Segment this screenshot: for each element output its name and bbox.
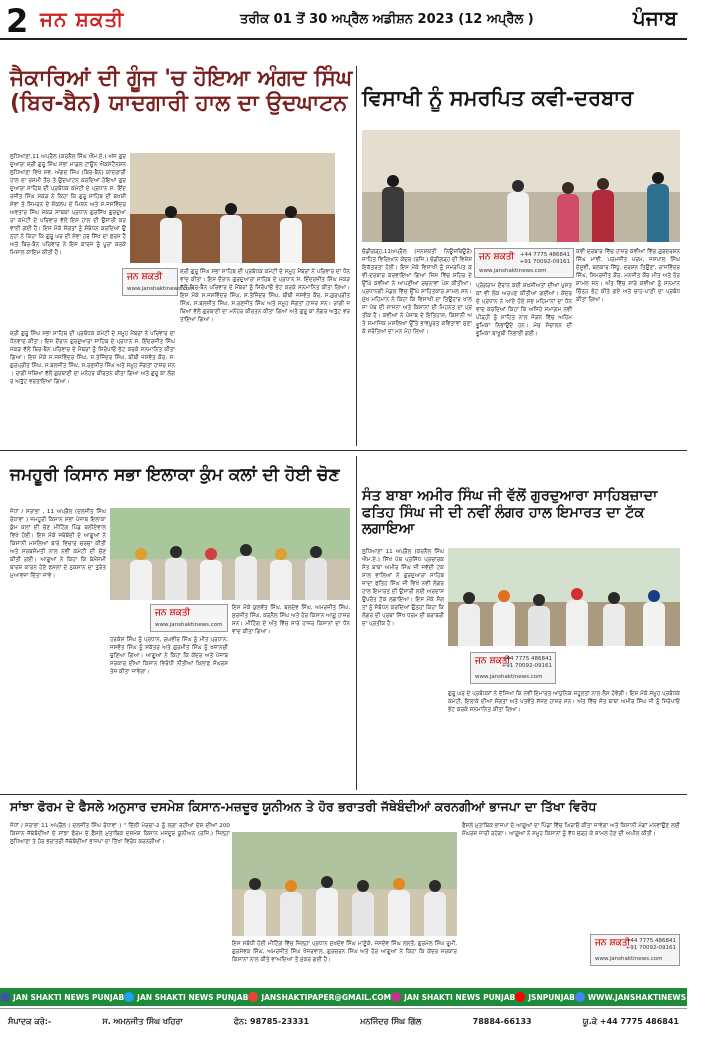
article-2-text-3: ਕਵੀ ਦਰਬਾਰ ਵਿੱਚ ਹਾਜ਼ਰ ਕਵੀਆਂ ਵਿੱਚ ਗੁਰਦਰਸ਼ਨ ਸਿੰਘ ਮਾਵੀ, ਪਰਮਜੀਤ ਪਰਮ, ਜਸਪਾਲ ਸਿੰਘ ਦੇਸੂਵੀ, ਬਲਕਾਰ ਸਿੱਧੂ, ਦਰਸ਼ਨ ਤਿਉਣਾ, ਰਾਜਵਿੰਦਰ ਸਿੰਘ, ਸਿਮਰਜੀਤ ਕੌਰ, ਮਨਜੀਤ ਕੌਰ ਮੀਤ ਅਤੇ ਹੋਰ ਸ਼ਾਮਲ ਸਨ। ਅੰਤ ਵਿੱਚ ਸਾਰੇ ਕਵੀਆਂ ਨੂੰ ਸਨਮਾਨ ਚਿੰਨ੍ਹ ਭੇਟ ਕੀਤੇ ਗਏ ਅਤੇ ਚਾਹ-ਪਾਣੀ ਦਾ ਪ੍ਰਬੰਧ ਕੀਤਾ ਗਿਆ।: [576, 249, 680, 303]
ad-box-4: [470, 652, 556, 684]
article-4-column-1: [362, 548, 444, 788]
ad-site: www.janshaktinews.com: [595, 956, 663, 962]
article-1-column-3: [10, 330, 175, 445]
article-1-text-2: ਸ਼੍ਰੀ ਗੁਰੂ ਸਿੰਘ ਸਭਾ ਸਾਹਿਬ ਦੀ ਪ੍ਰਬੰਧਕ ਕਮੇਟੀ ਦੇ ਸਮੂਹ ਮੈਂਬਰਾਂ ਨੇ ਪਰਿਵਾਰ ਦਾ ਧੰਨਵਾਦ ਕੀਤਾ। ਇਸ ਦੌਰਾਨ ਗੁਰਦੁਆਰਾ ਸਾਹਿਬ ਦੇ ਪ੍ਰਧਾਨ ਸ. ਇੰਦਰਜੀਤ ਸਿੰਘ ਮੱਕੜ ਵੱਲੋਂ ਬਿਰ-ਬੈਨ ਪਰਿਵਾਰ ਦੇ ਮੈਂਬਰਾਂ ਨੂੰ ਸਿਰੋਪਾਓ ਭੇਟ ਕਰਕੇ ਸਨਮਾਨਿਤ ਕੀਤਾ ਗਿਆ। ਇਸ ਮੌਕੇ ਸ.ਜਸਵਿੰਦਰ ਸਿੰਘ, ਸ.ਤੇਜਿੰਦਰ ਸਿੰਘ, ਬੀਬੀ ਜਸਵੰਤ ਕੌਰ, ਸ.ਗੁਰਪ੍ਰੀਤ ਸਿੰਘ, ਸ.ਬਲਜੀਤ ਸਿੰਘ, ਸ.ਰਣਜੀਤ ਸਿੰਘ ਅਤੇ ਸਮੂਹ ਸੰਗਤਾਂ ਹਾਜ਼ਰ ਸਨ। ਰਾਗੀ ਜਥਿਆਂ ਵੱਲੋਂ ਗੁਰਬਾਣੀ ਦਾ ਮਨੋਹਰ ਕੀਰਤਨ ਕੀਤਾ ਗਿਆ ਅਤੇ ਗੁਰੂ ਕਾ ਲੰਗਰ ਅਤੁੱਟ ਵਰਤਾਇਆ ਗਿਆ।: [180, 269, 350, 323]
ad-phone-2: +91 70092-09161: [501, 663, 552, 669]
ad-box-2: [474, 248, 574, 278]
ad-phone-1: +44 7775 486841: [519, 252, 570, 258]
article-4-photo: [448, 548, 680, 646]
social-label: JSNPUNJAB: [528, 992, 575, 1002]
article-2-text-1: ਚੰਡੀਗੜ੍ਹ,11ਅਪ੍ਰੈਲ (ਜਨਸ਼ਕਤੀ ਨਿਊਜ਼ਬਿਊਰੋ) ਸਾਹਿਤ ਵਿਗਿਆਨ ਕੇਂਦਰ (ਰਜਿ.) ਚੰਡੀਗੜ੍ਹ ਦੀ ਵਿਸ਼ੇਸ਼ ਇਕੱਤਰਤਾ ਹੋਈ। ਇਸ ਮੌਕੇ ਵਿਸਾਖੀ ਨੂੰ ਸਮਰਪਿਤ ਕਵੀ-ਦਰਬਾਰ ਕਰਵਾਇਆ ਗਿਆ ਜਿਸ ਵਿੱਚ ਸ਼ਹਿਰ ਦੇ ਉੱਘੇ ਕਵੀਆਂ ਨੇ ਆਪਣੀਆਂ ਰਚਨਾਵਾਂ ਪੇਸ਼ ਕੀਤੀਆਂ। ਪ੍ਰਧਾਨਗੀ ਮੰਡਲ ਵਿੱਚ ਉੱਘੇ ਸਾਹਿਤਕਾਰ ਸ਼ਾਮਲ ਸਨ। ਮੁੱਖ ਮਹਿਮਾਨ ਨੇ ਕਿਹਾ ਕਿ ਵਿਸਾਖੀ ਦਾ ਤਿਉਹਾਰ ਖਾਲਸਾ ਪੰਥ ਦੀ ਸਾਜਨਾ ਅਤੇ ਕਿਸਾਨਾਂ ਦੀ ਮਿਹਨਤ ਦਾ ਪ੍ਰਤੀਕ ਹੈ। ਕਵੀਆਂ ਨੇ ਪੰਜਾਬ ਦੇ ਇਤਿਹਾਸ, ਕਿਸਾਨੀ ਅਤੇ ਸਮਾਜਿਕ ਮਸਲਿਆਂ ਉੱਤੇ ਭਾਵਪੂਰਤ ਕਵਿਤਾਵਾਂ ਸੁਣਾ ਕੇ ਸਰੋਤਿਆਂ ਦਾ ਮਨ ਮੋਹ ਲਿਆ।: [362, 249, 472, 335]
social-website[interactable]: [575, 992, 708, 1002]
logo-text: ਜਨ ਸ਼ਕਤੀ: [40, 7, 125, 31]
edition-date: ਤਰੀਕ 01 ਤੋਂ 30 ਅਪ੍ਰੈਲ ਅਡੀਸ਼ਨ 2023 (12 ਅਪ੍ਰੈਲ ): [240, 12, 534, 27]
article-2-column-2: [476, 282, 572, 444]
facebook-icon: [0, 992, 10, 1002]
twitter-icon: [124, 992, 134, 1002]
article-2-column-3: [576, 248, 680, 444]
article-5-column-1: [10, 822, 230, 984]
page-number: 2: [6, 2, 29, 40]
social-twitter[interactable]: [124, 992, 248, 1002]
article-2-photo: [362, 130, 680, 242]
article-3-column-2: [110, 636, 228, 788]
article-4-text-2: ਗੁਰੂ ਘਰ ਦੇ ਪ੍ਰਬੰਧਕਾਂ ਨੇ ਦੱਸਿਆ ਕਿ ਨਵੀਂ ਇਮਾਰਤ ਆਧੁਨਿਕ ਸਹੂਲਤਾਂ ਨਾਲ ਲੈਸ ਹੋਵੇਗੀ। ਇਸ ਮੌਕੇ ਸਮੂਹ ਪ੍ਰਬੰਧਕ ਕਮੇਟੀ, ਇਲਾਕੇ ਦੀਆਂ ਸੰਗਤਾਂ ਅਤੇ ਪਤਵੰਤੇ ਸੱਜਣ ਹਾਜ਼ਰ ਸਨ। ਅੰਤ ਵਿੱਚ ਸੰਤ ਬਾਬਾ ਅਮੀਰ ਸਿੰਘ ਜੀ ਨੂੰ ਸਿਰੋਪਾਓ ਭੇਟ ਕਰਕੇ ਸਨਮਾਨਿਤ ਕੀਤਾ ਗਿਆ।: [448, 691, 680, 713]
ad-logo: ਜਨ ਸ਼ਕਤੀ: [475, 656, 511, 666]
article-4-column-2: [448, 690, 680, 788]
social-label: JANSHAKTIPAPER@GMAIL.COM: [261, 992, 392, 1002]
ad-box-5: [590, 934, 680, 966]
social-bar: [0, 988, 708, 1006]
article-1-headline: ਜੈਕਾਰਿਆਂ ਦੀ ਗੂੰਜ 'ਚ ਹੋਇਆ ਅੰਗਦ ਸਿੰਘ (ਬਿਰ-ਬੈਨ) ਯਾਦਗਾਰੀ ਹਾਲ ਦਾ ਉਦਘਾਟਨ: [10, 66, 353, 117]
article-3-text-1: ਜੋਧਾਂ / ਸਰਾਭਾ , 11 ਅਪ੍ਰੈਲ (ਦਲਜੀਤ ਸਿੰਘ ਰੰਧਾਵਾ ) ਜਮਹੂਰੀ ਕਿਸਾਨ ਸਭਾ ਪੰਜਾਬ ਇਲਾਕਾ ਕੁੰਮ ਕਲਾਂ ਦੀ ਚੋਣ ਮੀਟਿੰਗ ਪਿੰਡ ਬਲੀਏਵਾਲ ਵਿਖੇ ਹੋਈ। ਇਸ ਮੌਕੇ ਜਥੇਬੰਦੀ ਦੇ ਆਗੂਆਂ ਨੇ ਕਿਸਾਨੀ ਮਸਲਿਆਂ ਬਾਰੇ ਵਿਚਾਰ ਚਰਚਾ ਕੀਤੀ ਅਤੇ ਸਰਬਸੰਮਤੀ ਨਾਲ ਨਵੀਂ ਕਮੇਟੀ ਦੀ ਚੋਣ ਕੀਤੀ ਗਈ। ਆਗੂਆਂ ਨੇ ਕਿਹਾ ਕਿ ਬੇਮੌਸਮੀ ਬਾਰਸ਼ ਕਾਰਨ ਹੋਏ ਫਸਲਾਂ ਦੇ ਨੁਕਸਾਨ ਦਾ ਤੁਰੰਤ ਮੁਆਵਜ਼ਾ ਦਿੱਤਾ ਜਾਵੇ।: [10, 509, 106, 579]
instagram-icon: [391, 992, 401, 1002]
ad-logo: ਜਨ ਸ਼ਕਤੀ: [595, 938, 631, 948]
social-label: JAN SHAKTI NEWS PUNJAB: [13, 992, 125, 1002]
section-divider-1: [0, 450, 687, 451]
social-facebook[interactable]: [0, 992, 124, 1002]
article-1-text-3: ਸ਼੍ਰੀ ਗੁਰੂ ਸਿੰਘ ਸਭਾ ਸਾਹਿਬ ਦੀ ਪ੍ਰਬੰਧਕ ਕਮੇਟੀ ਦੇ ਸਮੂਹ ਮੈਂਬਰਾਂ ਨੇ ਪਰਿਵਾਰ ਦਾ ਧੰਨਵਾਦ ਕੀਤਾ। ਇਸ ਦੌਰਾਨ ਗੁਰਦੁਆਰਾ ਸਾਹਿਬ ਦੇ ਪ੍ਰਧਾਨ ਸ. ਇੰਦਰਜੀਤ ਸਿੰਘ ਮੱਕੜ ਵੱਲੋਂ ਬਿਰ-ਬੈਨ ਪਰਿਵਾਰ ਦੇ ਮੈਂਬਰਾਂ ਨੂੰ ਸਿਰੋਪਾਓ ਭੇਟ ਕਰਕੇ ਸਨਮਾਨਿਤ ਕੀਤਾ ਗਿਆ। ਇਸ ਮੌਕੇ ਸ.ਜਸਵਿੰਦਰ ਸਿੰਘ, ਸ.ਤੇਜਿੰਦਰ ਸਿੰਘ, ਬੀਬੀ ਜਸਵੰਤ ਕੌਰ, ਸ.ਗੁਰਪ੍ਰੀਤ ਸਿੰਘ, ਸ.ਬਲਜੀਤ ਸਿੰਘ, ਸ.ਰਣਜੀਤ ਸਿੰਘ ਅਤੇ ਸਮੂਹ ਸੰਗਤਾਂ ਹਾਜ਼ਰ ਸਨ। ਰਾਗੀ ਜਥਿਆਂ ਵੱਲੋਂ ਗੁਰਬਾਣੀ ਦਾ ਮਨੋਹਰ ਕੀਰਤਨ ਕੀਤਾ ਗਿਆ ਅਤੇ ਗੁਰੂ ਕਾ ਲੰਗਰ ਅਤੁੱਟ ਵਰਤਾਇਆ ਗਿਆ।: [10, 331, 175, 385]
ad-phone: [626, 938, 676, 952]
column-divider: [356, 66, 357, 446]
social-label: WWW.JANSHAKTINEWS.COM: [587, 992, 708, 1002]
article-1-text-1: ਲੁਧਿਆਣਾ,11 ਅਪ੍ਰੈਲ (ਕਰਨੈਲ ਸਿੰਘ ਐੱਮ.ਏ.) ਅੱਜ ਗੁਰਦੁਆਰਾ ਸ਼੍ਰੀ ਗੁਰੂ ਸਿੰਘ ਸਭਾ ਮਾਡਲ ਟਾਊਨ ਐਕਸਟੈਨਸ਼ਨ ਲੁਧਿਆਣਾ ਵਿਖੇ ਸਵ. ਅੰਗਦ ਸਿੰਘ (ਬਿਰ-ਬੈਨ) ਯਾਦਗਾਰੀ ਹਾਲ ਦਾ ਰਸਮੀ ਤੌਰ ਤੇ ਉਦਘਾਟਨ ਕਰਦਿਆਂ ਹੋਇਆਂ ਗੁਰਦੁਆਰਾ ਸਾਹਿਬ ਦੀ ਪ੍ਰਬੰਧਕ ਕਮੇਟੀ ਦੇ ਪ੍ਰਧਾਨ ਸ. ਇੰਦਰਜੀਤ ਸਿੰਘ ਮੱਕੜ ਨੇ ਕਿਹਾ ਕਿ ਗੁਰੂ ਸਾਹਿਬ ਦੀ ਬਖਸ਼ੀ ਸੇਵਾ ਤੇ ਸਿਮਰਨ ਦੇ ਸੰਕਲਪ ਦੇ ਮਿਸ਼ਨ ਅਤੇ ਸ.ਜਸਵਿੰਦਰ ਅਵਤਾਰ ਸਿੰਘ ਮੱਕੜ ਸਾਬਕਾ ਪ੍ਰਧਾਨ ਗੁਰਸਿੱਖ ਗੁਰਦੁਆਰਾ ਕਮੇਟੀ ਦੇ ਪਰਿਵਾਰ ਵੱਲੋਂ ਇਸ ਹਾਲ ਦੀ ਉਸਾਰੀ ਕਰਵਾਈ ਗਈ ਹੈ। ਇਸ ਮੌਕੇ ਸੰਗਤਾਂ ਨੂੰ ਸੰਬੋਧਨ ਕਰਦਿਆਂ ਉਨ੍ਹਾਂ ਨੇ ਕਿਹਾ ਕਿ ਗੁਰੂ ਘਰ ਦੀ ਸੇਵਾ ਹਰ ਸਿੱਖ ਦਾ ਫਰਜ਼ ਹੈ ਅਤੇ ਬਿਰ-ਬੈਨ ਪਰਿਵਾਰ ਨੇ ਇਸ ਕਾਰਜ ਨੂੰ ਪੂਰਾ ਕਰਕੇ ਮਿਸਾਲ ਕਾਇਮ ਕੀਤੀ ਹੈ।: [10, 154, 126, 256]
ad-phone: [502, 656, 552, 670]
footer-editor-label: ਸੰਪਾਦਕ ਕਰੋ:-: [8, 1016, 52, 1026]
article-1-photo: [130, 153, 335, 263]
ad-phone: [520, 252, 570, 266]
article-2-text-2: ਪ੍ਰੋਗਰਾਮ ਦੌਰਾਨ ਕਈ ਸ਼ਖ਼ਸੀਅਤਾਂ ਦੀਆਂ ਪੁਸਤਕਾਂ ਵੀ ਲੋਕ ਅਰਪਣ ਕੀਤੀਆਂ ਗਈਆਂ। ਕੇਂਦਰ ਦੇ ਪ੍ਰਧਾਨ ਨੇ ਆਏ ਹੋਏ ਸਭ ਮਹਿਮਾਨਾਂ ਦਾ ਧੰਨਵਾਦ ਕਰਦਿਆਂ ਕਿਹਾ ਕਿ ਅਜਿਹੇ ਸਮਾਗਮ ਨਵੀਂ ਪੀੜ੍ਹੀ ਨੂੰ ਸਾਹਿਤ ਨਾਲ ਜੋੜਨ ਵਿੱਚ ਅਹਿਮ ਭੂਮਿਕਾ ਨਿਭਾਉਂਦੇ ਹਨ। ਮੰਚ ਸੰਚਾਲਨ ਦੀ ਭੂਮਿਕਾ ਬਾਖੂਬੀ ਨਿਭਾਈ ਗਈ।: [476, 283, 572, 337]
ad-logo: ਜਨ ਸ਼ਕਤੀ: [479, 252, 515, 262]
article-3-text-2: ਹਰਕੇਸ ਸਿੰਘ ਨੂੰ ਪ੍ਰਧਾਨ, ਰਘਵੀਰ ਸਿੰਘ ਨੂੰ ਮੀਤ ਪ੍ਰਧਾਨ, ਜਸਵੰਤ ਸਿੰਘ ਨੂੰ ਸਕੱਤਰ ਅਤੇ ਗੁਰਮੀਤ ਸਿੰਘ ਨੂੰ ਖਜ਼ਾਨਚੀ ਚੁਣਿਆ ਗਿਆ। ਆਗੂਆਂ ਨੇ ਕਿਹਾ ਕਿ ਕੇਂਦਰ ਅਤੇ ਪੰਜਾਬ ਸਰਕਾਰ ਦੀਆਂ ਕਿਸਾਨ ਵਿਰੋਧੀ ਨੀਤੀਆਂ ਖ਼ਿਲਾਫ਼ ਸੰਘਰਸ਼ ਤੇਜ਼ ਕੀਤਾ ਜਾਵੇਗਾ।: [110, 637, 228, 675]
footer-editor-name: ਸ. ਅਮਨਜੀਤ ਸਿੰਘ ਖਹਿਰਾ: [102, 1016, 183, 1026]
article-5-column-2: [232, 940, 457, 984]
ad-phone-2: +91 70092-09161: [519, 259, 570, 265]
article-2-headline: ਵਿਸਾਖੀ ਨੂੰ ਸਮਰਪਿਤ ਕਵੀ-ਦਰਬਾਰ: [362, 86, 634, 110]
article-5-column-3: [462, 822, 680, 930]
social-instagram[interactable]: [391, 992, 515, 1002]
footer-uk-phone: ਯੂ.ਕੇ +44 7775 486841: [582, 1016, 679, 1026]
ad-box-3: [150, 604, 228, 632]
article-3-text-3: ਇਸ ਮੌਕੇ ਕੁਲਵੰਤ ਸਿੰਘ, ਬਲਦੇਵ ਸਿੰਘ, ਅਮਰਜੀਤ ਸਿੰਘ, ਸੁਰਜੀਤ ਸਿੰਘ, ਕਰਨੈਲ ਸਿੰਘ ਅਤੇ ਹੋਰ ਕਿਸਾਨ ਆਗੂ ਹਾਜ਼ਰ ਸਨ। ਮੀਟਿੰਗ ਦੇ ਅੰਤ ਵਿੱਚ ਸਾਰੇ ਹਾਜ਼ਰ ਕਿਸਾਨਾਂ ਦਾ ਧੰਨਵਾਦ ਕੀਤਾ ਗਿਆ।: [232, 605, 350, 635]
email-icon: [248, 992, 258, 1002]
article-3-column-3: [232, 604, 350, 788]
social-label: JAN SHAKTI NEWS PUNJAB: [404, 992, 516, 1002]
social-label: JAN SHAKTI NEWS PUNJAB: [137, 992, 249, 1002]
ad-box-1: [122, 268, 195, 296]
ad-site: www.janshaktinews.com: [475, 674, 543, 680]
article-5-text-2: ਇਸ ਸਬੰਧੀ ਹੋਈ ਮੀਟਿੰਗ ਵਿੱਚ ਜ਼ਿਲ੍ਹਾ ਪ੍ਰਧਾਨ ਸੁਖਦੇਵ ਸਿੰਘ ਮਾਣੂੰਕੇ, ਜਸਦੇਵ ਸਿੰਘ ਲਲਤੋਂ, ਗੁਰਮੇਲ ਸਿੰਘ ਰੂਮੀ, ਗੁਰਸੇਵਕ ਸਿੰਘ, ਅਮਰਜੀਤ ਸਿੰਘ ਖੰਜਰਵਾਲ, ਗੁਰਚਰਨ ਸਿੰਘ ਅਤੇ ਹੋਰ ਆਗੂਆਂ ਨੇ ਕਿਹਾ ਕਿ ਕੇਂਦਰ ਸਰਕਾਰ ਕਿਸਾਨਾਂ ਨਾਲ ਕੀਤੇ ਵਾਅਦਿਆਂ ਤੋਂ ਮੁੱਕਰ ਗਈ ਹੈ।: [232, 941, 457, 963]
social-email[interactable]: [248, 992, 391, 1002]
article-1-column-2: [180, 268, 350, 445]
article-3-column-1: [10, 508, 106, 788]
article-4-text-1: ਲੁਧਿਆਣਾ 11 ਅਪ੍ਰੈਲ (ਕਰਨੈਲ ਸਿੰਘ ਐੱਮ.ਏ.) ਸਿੱਖ ਪੰਥ ਪ੍ਰਸਿੱਧ ਪ੍ਰਚਾਰਕ ਸੰਤ ਬਾਬਾ ਅਮੀਰ ਸਿੰਘ ਜੀ ਜਵੱਦੀ ਟਕਸਾਲ ਵਾਲਿਆਂ ਨੇ ਗੁਰਦੁਆਰਾ ਸਾਹਿਬਜ਼ਾਦਾ ਫਤਿਹ ਸਿੰਘ ਜੀ ਵਿਖੇ ਨਵੀਂ ਲੰਗਰ ਹਾਲ ਇਮਾਰਤ ਦੀ ਉਸਾਰੀ ਲਈ ਅਰਦਾਸ ਉਪਰੰਤ ਟੱਕ ਲਗਾਇਆ। ਇਸ ਮੌਕੇ ਸੰਗਤਾਂ ਨੂੰ ਸੰਬੋਧਨ ਕਰਦਿਆਂ ਉਨ੍ਹਾਂ ਕਿਹਾ ਕਿ ਲੰਗਰ ਦੀ ਪ੍ਰਥਾ ਸਿੱਖ ਧਰਮ ਦੀ ਬਰਾਬਰੀ ਦਾ ਪ੍ਰਤੀਕ ਹੈ।: [362, 549, 444, 627]
article-5-photo: [232, 832, 457, 936]
globe-icon: [575, 992, 585, 1002]
ad-logo: ਜਨ ਸ਼ਕਤੀ: [155, 608, 191, 618]
footer-manager-phone: 78884-66133: [472, 1017, 532, 1026]
article-5-text-1: ਜੋਧਾਂ / ਸਰਾਭਾ 11 ਅਪ੍ਰੈਲ ( ਦਲਜੀਤ ਸਿੰਘ ਰੰਧਾਵਾ ) " ਦਿੱਲੀ ਮੋਰਚਾ-2 ਨੂੰ ਲਗਾ ਰਹੀਆਂ ਦੇਸ਼ ਦੀਆਂ 200 ਕਿਸਾਨ ਜੱਥੇਬੰਦੀਆਂ ਦੇ ਸਾਂਝਾ ਫੋਰਮ ਦੇ ਫੈਸਲੇ ਮੁਤਾਬਿਕ ਦਸਮੇਸ਼ ਕਿਸਾਨ ਮਜ਼ਦੂਰ ਯੂਨੀਅਨ (ਰਜਿ.) ਜ਼ਿਲ੍ਹਾ ਲੁਧਿਆਣਾ ਤੇ ਹੋਰ ਭਰਾਤਰੀ ਜੱਥੇਬੰਦੀਆਂ ਭਾਜਪਾ ਦਾ ਤਿੱਖਾ ਵਿਰੋਧ ਕਰਨਗੀਆਂ।: [10, 823, 230, 845]
ad-phone-1: +44 7775 486841: [501, 656, 552, 662]
footer-manager: ਮਨਜਿੰਦਰ ਸਿੰਘ ਗਿੱਲ: [360, 1016, 422, 1026]
ad-site: www.janshaktinews.com: [479, 268, 547, 274]
article-5-headline: ਸਾਂਝਾ ਫੋਰਮ ਦੇ ਫੈਸਲੇ ਅਨੁਸਾਰ ਦਸਮੇਸ਼ ਕਿਸਾਨ-ਮਜ਼ਦੂਰ ਯੂਨੀਅਨ ਤੇ ਹੋਰ ਭਰਾਤਰੀ ਜੱਥੇਬੰਦੀਆਂ ਕਰਨਗੀਆਂ ਭਾਜਪਾ ਦਾ ਤਿੱਖਾ ਵਿਰੋਧ: [10, 799, 597, 814]
article-3-photo: [110, 508, 350, 600]
social-youtube[interactable]: [515, 992, 575, 1002]
masthead: [0, 0, 687, 40]
section-name: ਪੰਜਾਬ: [632, 6, 677, 30]
footer: [0, 1008, 687, 1034]
ad-phone-2: +91 70092-09161: [625, 945, 676, 951]
newspaper-logo: [40, 7, 124, 31]
footer-phone: ਫੋਨ: 98785-23331: [233, 1016, 310, 1026]
column-divider-2: [356, 456, 357, 790]
ad-site: www.janshaktinews.com: [127, 286, 195, 292]
ad-logo: ਜਨ ਸ਼ਕਤੀ: [127, 272, 163, 282]
section-divider-2: [0, 794, 687, 795]
youtube-icon: [515, 992, 525, 1002]
article-4-headline: ਸੰਤ ਬਾਬਾ ਅਮੀਰ ਸਿੰਘ ਜੀ ਵੱਲੋਂ ਗੁਰਦੁਆਰਾ ਸਾਹਿਬਜ਼ਾਦਾ ਫਤਿਹ ਸਿੰਘ ਜੀ ਦੀ ਨਵੀਂ ਲੰਗਰ ਹਾਲ ਇਮਾਰਤ ਦਾ ਟੱਕ ਲਗਾਇਆ: [362, 488, 658, 538]
ad-phone-1: +44 7775 486841: [625, 938, 676, 944]
article-3-headline: ਜਮਹੂਰੀ ਕਿਸਾਨ ਸਭਾ ਇਲਾਕਾ ਕੁੰਮ ਕਲਾਂ ਦੀ ਹੋਈ ਚੋਣ: [10, 465, 340, 485]
article-2-column-1: [362, 248, 472, 444]
ad-site: www.janshaktinews.com: [155, 622, 223, 628]
article-5-text-3: ਫੈਸਲੇ ਮੁਤਾਬਿਕ ਭਾਜਪਾ ਦੇ ਆਗੂਆਂ ਦਾ ਪਿੰਡਾਂ ਵਿੱਚ ਘਿਰਾਓ ਕੀਤਾ ਜਾਵੇਗਾ ਅਤੇ ਕਿਸਾਨੀ ਮੰਗਾਂ ਮਨਵਾਉਣ ਲਈ ਸੰਘਰਸ਼ ਜਾਰੀ ਰਹੇਗਾ। ਆਗੂਆਂ ਨੇ ਸਮੂਹ ਕਿਸਾਨਾਂ ਨੂੰ ਵੱਧ ਚੜ੍ਹ ਕੇ ਸ਼ਾਮਲ ਹੋਣ ਦੀ ਅਪੀਲ ਕੀਤੀ।: [462, 823, 680, 837]
